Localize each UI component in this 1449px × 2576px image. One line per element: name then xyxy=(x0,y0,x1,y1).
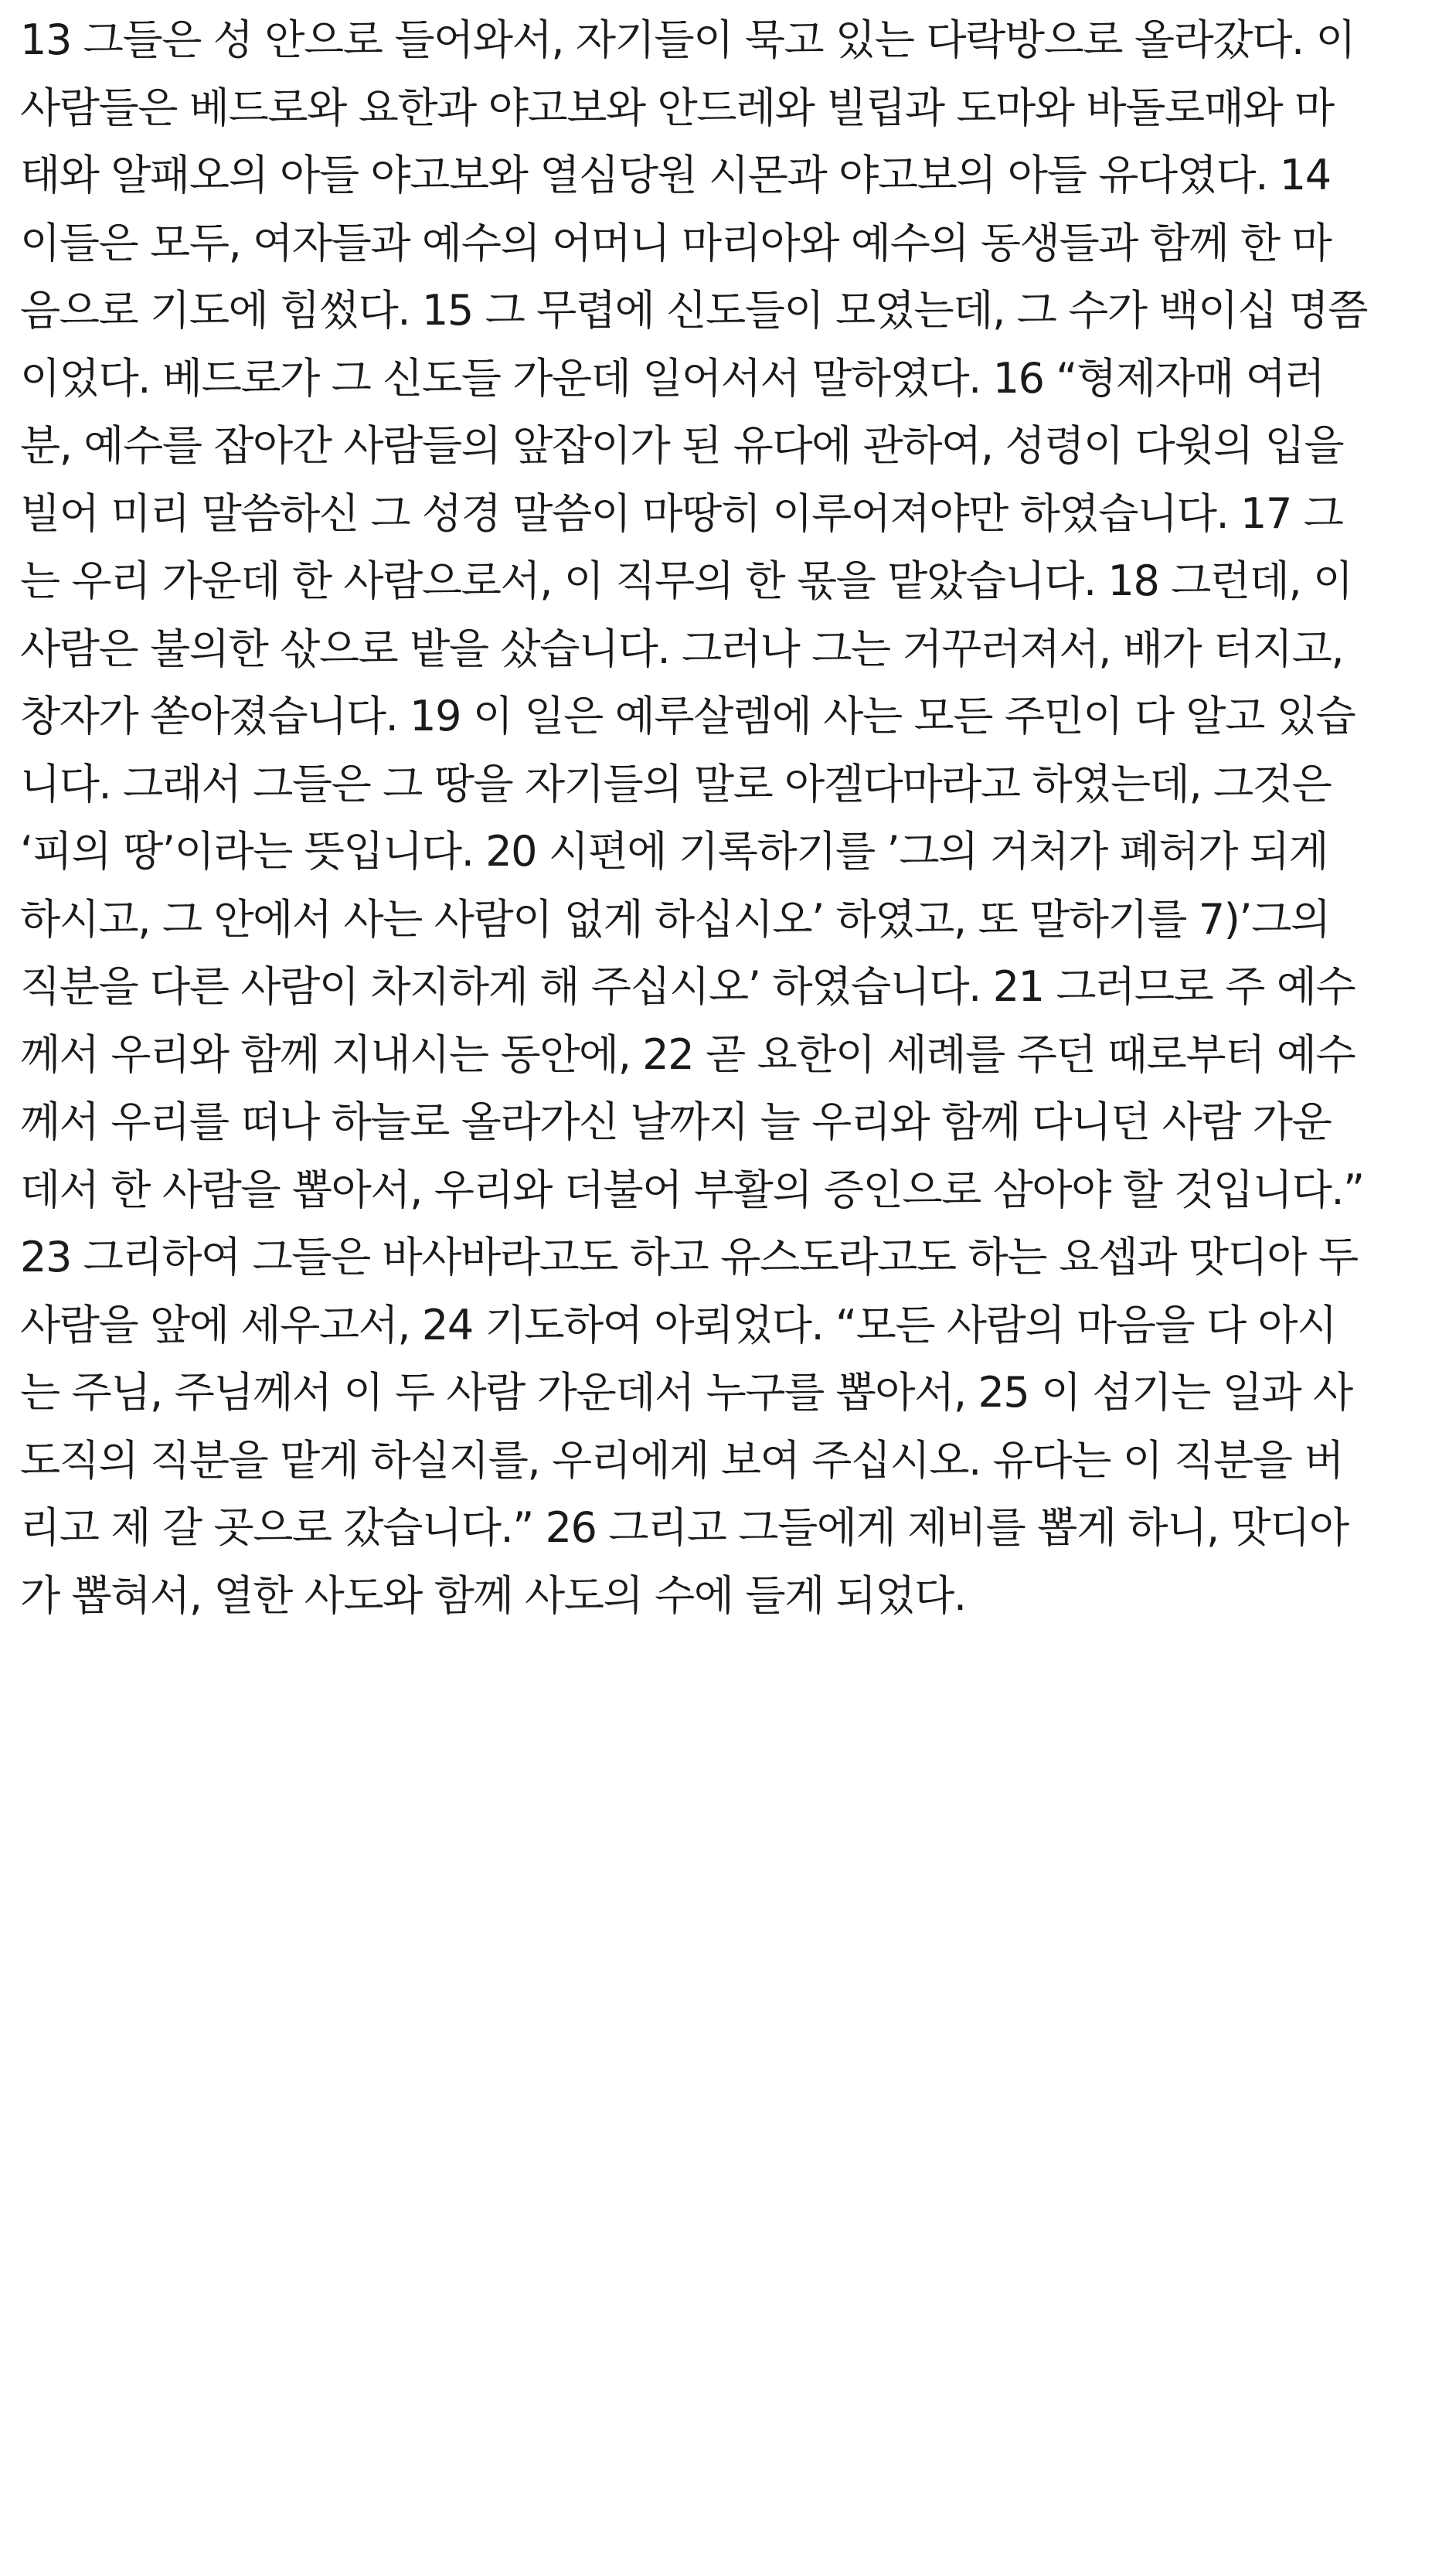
passage-line: 빌어 미리 말씀하신 그 성경 말씀이 마땅히 이루어져야만 하였습니다. 17 그 xyxy=(20,488,1343,538)
passage-line: 는 주님, 주님께서 이 두 사람 가운데서 누구를 뽑아서, 25 이 섬기는 일과 사 xyxy=(20,1368,1352,1417)
passage-line: 23 그리하여 그들은 바사바라고도 하고 유스도라고도 하는 요셉과 맛디아 두 xyxy=(20,1233,1358,1281)
passage-line: 13 그들은 성 안으로 들어와서, 자기들이 묵고 있는 다락방으로 올라갔다. 이 xyxy=(20,15,1355,64)
passage-line: 께서 우리와 함께 지내시는 동안에, 22 곧 요한이 세례를 주던 때로부터 예수 xyxy=(20,1029,1355,1079)
passage-line: 직분을 다른 사람이 차지하게 해 주십시오’ 하였습니다. 21 그러므로 주 예수 xyxy=(20,962,1355,1011)
scripture-passage xyxy=(20,6,1442,1629)
passage-line: 하시고, 그 안에서 사는 사람이 없게 하십시오’ 하였고, 또 말하기를 7)’그의 xyxy=(20,894,1330,944)
passage-line: 가 뽑혀서, 열한 사도와 함께 사도의 수에 들게 되었다. xyxy=(20,1570,966,1620)
passage-line: 도직의 직분을 맡게 하실지를, 우리에게 보여 주십시오. 유다는 이 직분을 버 xyxy=(20,1435,1344,1485)
passage-line: 창자가 쏟아졌습니다. 19 이 일은 예루살렘에 사는 모든 주민이 다 알고 있습 xyxy=(20,692,1355,740)
passage-line: ‘피의 땅’이라는 뜻입니다. 20 시편에 기록하기를 ’그의 거처가 폐허가 되게 xyxy=(20,827,1328,876)
passage-line: 께서 우리를 떠나 하늘로 올라가신 날까지 늘 우리와 함께 다니던 사람 가운 xyxy=(20,1097,1332,1146)
passage-line: 이었다. 베드로가 그 신도들 가운데 일어서서 말하였다. 16 “형제자매 여러 xyxy=(20,353,1325,403)
passage-line: 음으로 기도에 힘썼다. 15 그 무렵에 신도들이 모였는데, 그 수가 백이십 명쯤 xyxy=(20,286,1368,335)
passage-line: 태와 알패오의 아들 야고보와 열심당원 시몬과 야고보의 아들 유다였다. 14 xyxy=(20,151,1331,199)
passage-line: 이들은 모두, 여자들과 예수의 어머니 마리아와 예수의 동생들과 함께 한 마 xyxy=(20,218,1332,267)
passage-line: 사람은 불의한 삯으로 밭을 샀습니다. 그러나 그는 거꾸러져서, 배가 터지고, xyxy=(20,624,1344,673)
passage-line: 리고 제 갈 곳으로 갔습니다.” 26 그리고 그들에게 제비를 뽑게 하니, 맛디아 xyxy=(20,1503,1349,1552)
passage-line: 분, 예수를 잡아간 사람들의 앞잡이가 된 유다에 관하여, 성령이 다윗의 입을 xyxy=(20,421,1344,470)
passage-line: 는 우리 가운데 한 사람으로서, 이 직무의 한 몫을 맡았습니다. 18 그런데, 이 xyxy=(20,556,1352,605)
passage-line: 사람을 앞에 세우고서, 24 기도하여 아뢰었다. “모든 사람의 마음을 다 아시 xyxy=(20,1300,1337,1349)
passage-line: 사람들은 베드로와 요한과 야고보와 안드레와 빌립과 도마와 바돌로매와 마 xyxy=(20,83,1334,132)
passage-line: 데서 한 사람을 뽑아서, 우리와 더불어 부활의 증인으로 삼아야 할 것입니다.” xyxy=(20,1165,1364,1214)
passage-line: 니다. 그래서 그들은 그 땅을 자기들의 말로 아겔다마라고 하였는데, 그것은 xyxy=(20,759,1332,808)
